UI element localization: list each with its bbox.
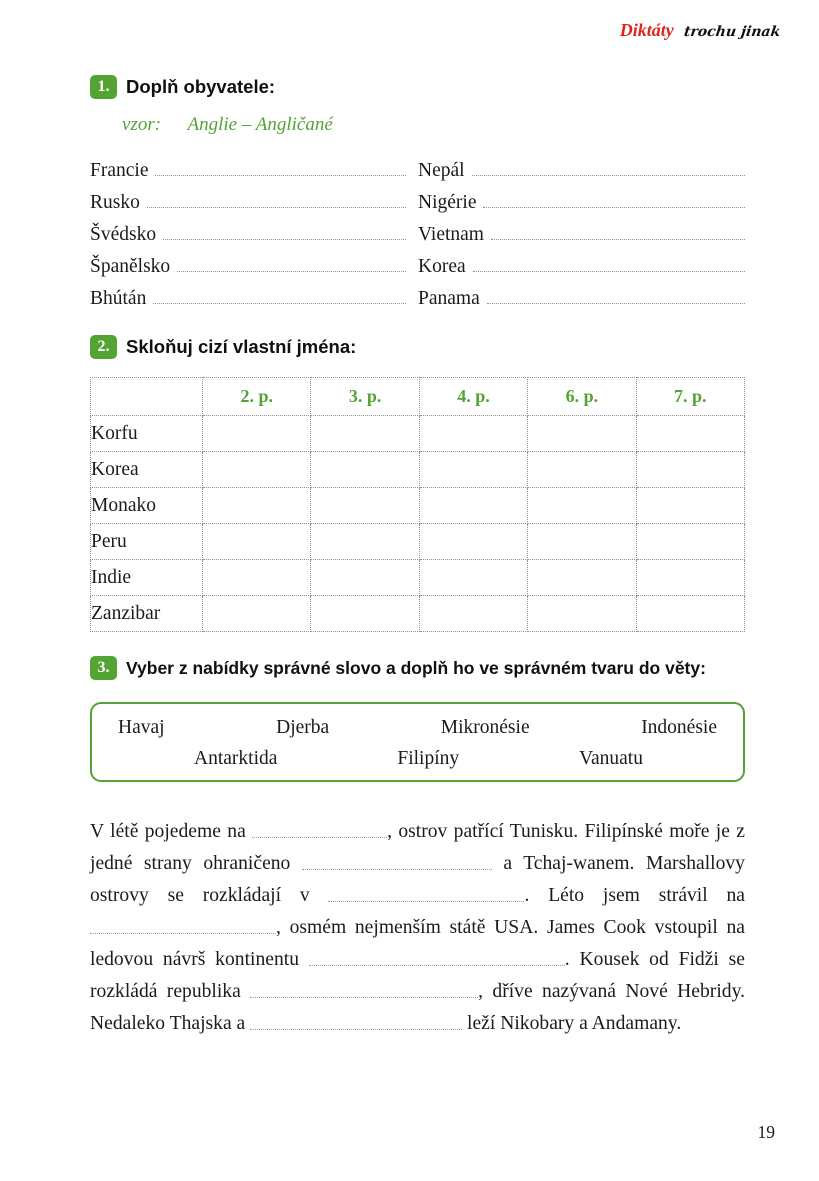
exercise3-title: Vyber z nabídky správné slovo a doplň ho ve správném tvaru do věty:	[126, 657, 706, 678]
table-cell[interactable]	[419, 596, 527, 632]
table-corner-cell	[91, 378, 203, 416]
answer-line[interactable]	[177, 271, 406, 272]
table-row	[91, 452, 745, 488]
column-header: 3. p.	[311, 378, 419, 416]
table-cell[interactable]	[203, 560, 311, 596]
answer-line[interactable]	[155, 175, 406, 176]
exercise-number-badge: 1.	[90, 75, 117, 99]
country-label: Francie	[90, 159, 149, 181]
answer-line[interactable]	[483, 207, 745, 208]
row-label: Zanzibar	[91, 596, 203, 632]
table-cell[interactable]	[419, 560, 527, 596]
bank-word: Filipíny	[397, 748, 460, 769]
fill-blank[interactable]	[302, 857, 492, 870]
table-cell[interactable]	[203, 596, 311, 632]
answer-line[interactable]	[472, 175, 745, 176]
exercise3-header	[90, 656, 706, 680]
table-cell[interactable]	[636, 524, 744, 560]
country-row	[418, 246, 745, 278]
table-cell[interactable]	[311, 524, 419, 560]
country-label: Nigérie	[418, 191, 477, 213]
bank-word: Havaj	[118, 717, 165, 738]
table-cell[interactable]	[636, 416, 744, 452]
table-cell[interactable]	[311, 488, 419, 524]
country-label: Bhútán	[90, 287, 147, 309]
fill-blank[interactable]	[250, 985, 478, 998]
answer-line[interactable]	[473, 271, 745, 272]
exercise1-example	[122, 114, 333, 136]
exercise1-title: Doplň obyvatele:	[126, 76, 276, 97]
table-cell[interactable]	[311, 452, 419, 488]
table-cell[interactable]	[528, 452, 636, 488]
table-cell[interactable]	[203, 416, 311, 452]
row-label: Monako	[91, 488, 203, 524]
exercise-number-badge: 2.	[90, 335, 117, 359]
table-cell[interactable]	[203, 452, 311, 488]
country-row	[418, 182, 745, 214]
word-bank-row	[92, 739, 743, 770]
fill-in-paragraph	[90, 816, 745, 1040]
country-row	[418, 278, 745, 310]
table-row	[91, 596, 745, 632]
answer-line[interactable]	[153, 303, 406, 304]
table-row	[91, 416, 745, 452]
page-number: 19	[757, 1122, 775, 1142]
bank-word: Antarktida	[194, 748, 278, 769]
paragraph-text: . Léto jsem strávil na	[524, 885, 745, 906]
row-label: Korfu	[91, 416, 203, 452]
table-cell[interactable]	[311, 596, 419, 632]
country-row	[90, 150, 406, 182]
countries-list	[90, 150, 745, 310]
paragraph-text: . Kousek od Fidži se rozkládá republika	[90, 949, 745, 1002]
paragraph-text: , dříve nazývaná Nové Hebridy. Nedaleko Thajska a	[90, 981, 745, 1034]
example-text: Anglie – Angličané	[187, 114, 333, 135]
row-label: Indie	[91, 560, 203, 596]
bank-word: Mikronésie	[440, 717, 530, 738]
bank-word: Vanuatu	[579, 748, 643, 769]
answer-line[interactable]	[147, 207, 406, 208]
table-cell[interactable]	[311, 416, 419, 452]
table-cell[interactable]	[528, 596, 636, 632]
table-cell[interactable]	[528, 560, 636, 596]
table-cell[interactable]	[203, 524, 311, 560]
table-cell[interactable]	[636, 488, 744, 524]
paragraph-text: , ostrov patřící Tunisku. Filipínské moře je z jedné strany ohraničeno	[90, 821, 745, 874]
bank-word: Indonésie	[641, 717, 717, 738]
table-cell[interactable]	[419, 452, 527, 488]
country-row	[90, 214, 406, 246]
column-header: 7. p.	[636, 378, 744, 416]
table-cell[interactable]	[528, 488, 636, 524]
paragraph-text: a Tchaj-wanem. Marshallovy ostrovy se rozkládají v	[90, 853, 745, 906]
table-cell[interactable]	[311, 560, 419, 596]
country-label: Vietnam	[418, 223, 484, 245]
paragraph-text: , osmém nejmenším státě USA. James Cook vstoupil na ledovou návrš kontinentu	[90, 917, 745, 970]
country-row	[90, 246, 406, 278]
column-header: 2. p.	[203, 378, 311, 416]
country-row	[418, 150, 745, 182]
exercise1-header	[90, 75, 275, 99]
table-cell[interactable]	[419, 416, 527, 452]
table-cell[interactable]	[528, 416, 636, 452]
table-row	[91, 560, 745, 596]
country-row	[90, 278, 406, 310]
exercise-number-badge: 3.	[90, 656, 117, 680]
column-header: 6. p.	[528, 378, 636, 416]
country-label: Švédsko	[90, 223, 157, 245]
answer-line[interactable]	[163, 239, 406, 240]
word-bank-row	[92, 704, 743, 739]
country-label: Korea	[418, 255, 466, 277]
country-row	[90, 182, 406, 214]
country-label: Španělsko	[90, 255, 171, 277]
table-cell[interactable]	[203, 488, 311, 524]
table-cell[interactable]	[636, 596, 744, 632]
paragraph-text: V létě pojedeme na	[90, 821, 253, 842]
declension-table	[90, 377, 745, 632]
exercise2-header	[90, 335, 356, 359]
table-cell[interactable]	[419, 488, 527, 524]
paragraph-text: leží Nikobary a Andamany.	[462, 1013, 682, 1034]
word-bank-box	[90, 702, 745, 782]
brand-header	[620, 20, 780, 41]
bank-word: Djerba	[276, 717, 330, 738]
fill-blank[interactable]	[90, 921, 276, 934]
country-label: Panama	[418, 287, 480, 309]
table-cell[interactable]	[636, 452, 744, 488]
table-cell[interactable]	[636, 560, 744, 596]
country-label: Nepál	[418, 159, 465, 181]
fill-blank[interactable]	[328, 889, 524, 902]
answer-line[interactable]	[487, 303, 745, 304]
brand-subtitle: trochu jinak	[682, 24, 782, 40]
table-header-row	[91, 378, 745, 416]
exercise2-title: Skloňuj cizí vlastní jména:	[126, 336, 357, 357]
answer-line[interactable]	[491, 239, 745, 240]
fill-blank[interactable]	[252, 825, 387, 838]
fill-blank[interactable]	[250, 1017, 462, 1030]
row-label: Peru	[91, 524, 203, 560]
brand-title: Diktáty	[619, 20, 674, 40]
country-row	[418, 214, 745, 246]
country-label: Rusko	[90, 191, 140, 213]
fill-blank[interactable]	[309, 953, 565, 966]
column-header: 4. p.	[419, 378, 527, 416]
example-label: vzor:	[122, 114, 162, 135]
table-row	[91, 488, 745, 524]
row-label: Korea	[91, 452, 203, 488]
table-cell[interactable]	[528, 524, 636, 560]
table-cell[interactable]	[419, 524, 527, 560]
table-row	[91, 524, 745, 560]
